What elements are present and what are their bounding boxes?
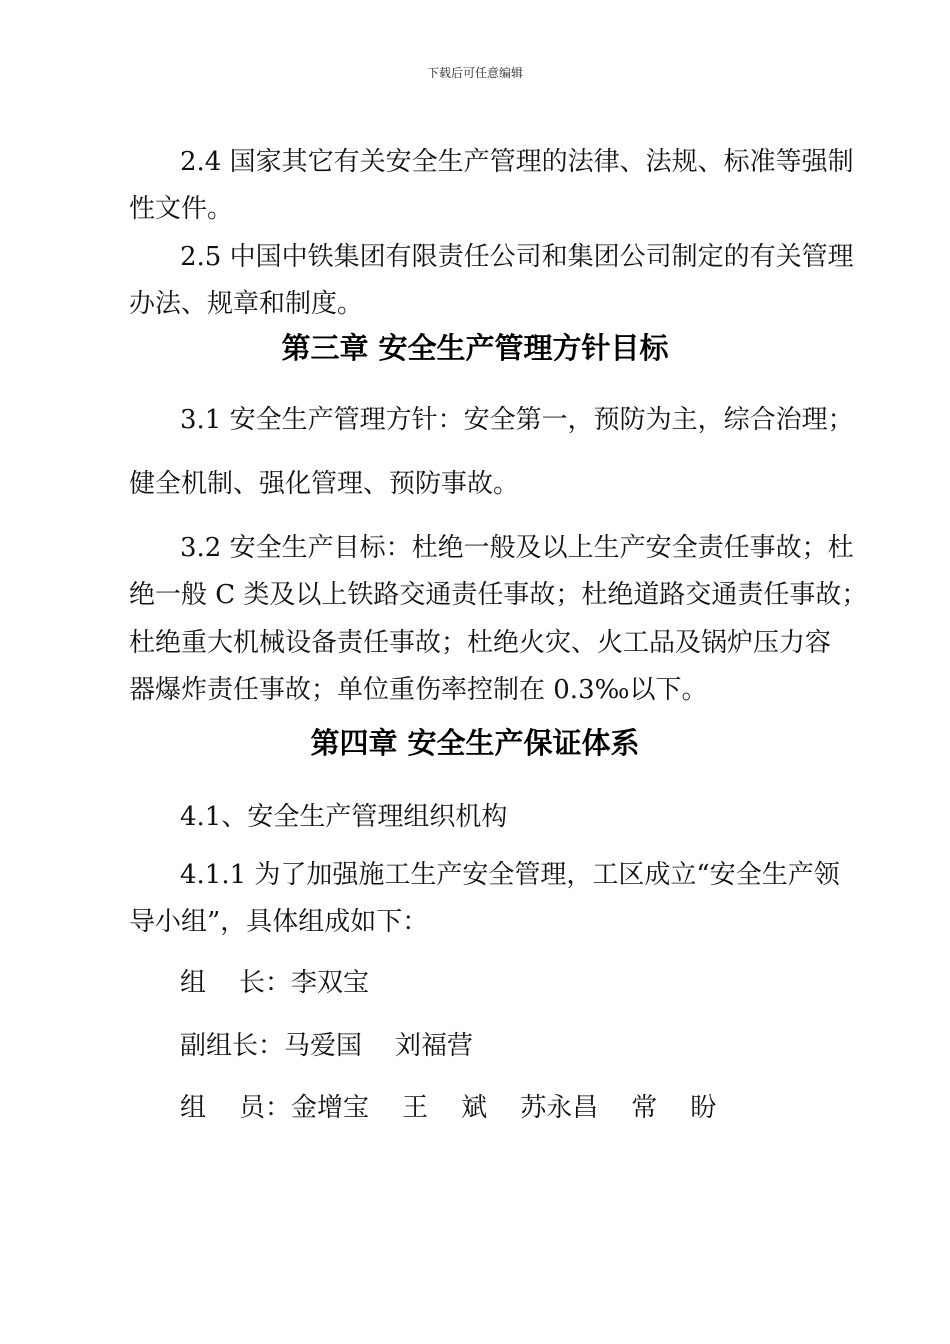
paragraph-3-1-line2: 健全机制、强化管理、预防事故。	[129, 469, 520, 499]
paragraph-3-2-line3: 杜绝重大机械设备责任事故；杜绝火灾、火工品及锅炉压力容	[129, 628, 832, 658]
paragraph-3-2-line1: 3.2 安全生产目标：杜绝一般及以上生产安全责任事故；杜	[180, 533, 854, 563]
chapter-3-title: 第三章 安全生产管理方针目标	[281, 331, 669, 365]
paragraph-4-1-1-line2: 导小组”，具体组成如下：	[129, 907, 429, 937]
paragraph-4-1-1-line1: 4.1.1 为了加强施工生产安全管理，工区成立“安全生产领	[180, 860, 840, 890]
paragraph-3-1-line1: 3.1 安全生产管理方针：安全第一，预防为主，综合治理；	[180, 405, 854, 435]
paragraph-3-2-line2: 绝一般 C 类及以上铁路交通责任事故；杜绝道路交通责任事故；	[129, 580, 868, 610]
group-deputy-leaders: 副组长：马爱国 刘福营	[180, 1031, 474, 1061]
paragraph-2-5-line1: 2.5 中国中铁集团有限责任公司和集团公司制定的有关管理	[180, 242, 854, 272]
chapter-4-title: 第四章 安全生产保证体系	[310, 726, 640, 760]
paragraph-2-4-line1: 2.4 国家其它有关安全生产管理的法律、法规、标准等强制	[180, 147, 854, 177]
paragraph-2-5-line2: 办法、规章和制度。	[129, 289, 364, 319]
section-4-1: 4.1、安全生产管理组织机构	[180, 802, 508, 832]
paragraph-3-2-line4: 器爆炸责任事故；单位重伤率控制在 0.3‰以下。	[129, 675, 708, 705]
paragraph-2-4-line2: 性文件。	[129, 194, 234, 224]
group-members: 组 员：金增宝 王 斌 苏永昌 常 盼	[180, 1093, 717, 1123]
group-leader: 组 长：李双宝	[180, 968, 370, 998]
page-header: 下载后可任意编辑	[426, 66, 523, 80]
